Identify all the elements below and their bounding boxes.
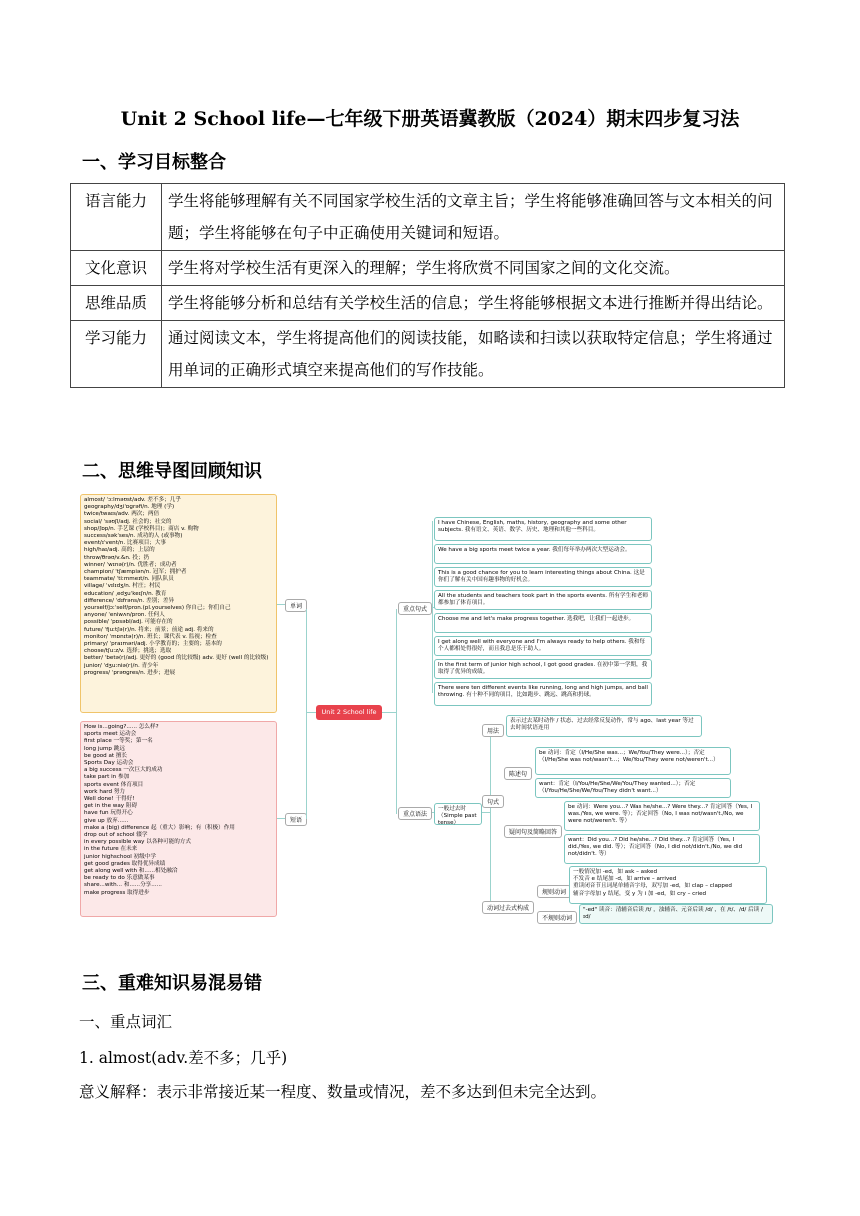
section-heading-goals: 一、学习目标整合: [82, 152, 226, 173]
grammar-question-label: 疑问句及简略回答: [504, 825, 562, 838]
sentence-box: This is a good chance for you to learn interesting things about China. 这是你们了解有关中国有趣事物的好机会。: [434, 567, 652, 587]
branch-grammar: 重点语法: [398, 807, 432, 820]
grammar-usage-label: 用法: [482, 724, 504, 737]
connector: [277, 818, 285, 819]
sentence-box: Choose me and let's make progress together. 选我吧，让我们一起进步。: [434, 613, 652, 633]
grammar-want: want：肯定（I/You/He/She/We/You/They wanted...）；否定（I/You/He/She/We/You/They didn't want...）: [535, 778, 731, 798]
grammar-form-label: 句式: [482, 795, 504, 808]
table-row: 语言能力 学生将能够理解有关不同国家学校生活的文章主旨；学生将能够准确回答与文本相关的问题；学生将能够在句子中正确使用关键词和短语。: [71, 184, 785, 251]
connector: [482, 812, 490, 813]
sentence-box: There were ten different events like running, long and high jumps, and ball throwing. 有十种不同的项目，比如跑步、跳远、跳高和扔球。: [434, 682, 652, 706]
words-box: almost/ ˈɔːlməʊst/adv. 差不多；几乎 geography/dʒiˈɒɡrəfi/n. 地理 (学) twice/twaɪs/adv. 两次；两倍 social/ ˈsəʊʃl/adj. 社会的；社交的 shop/ʃɒp/n. 手艺课 (学校科目)；商店 v. 购物 success/səkˈses/n. 成功的人 (或事物) event/ɪˈvent/n. 比赛项目；大事 high/haɪ/adj. 高的；上层的 throw/θrəʊ/v.&n. 投；扔 winner/ ˈwɪnə(r)/n. 优胜者；成功者 champion/ ˈtʃæmpiən/n. 冠军；拥护者 teammate/ ˈtiːmmeɪt/n. 同队队员 village/ ˈvɪlɪdʒ/n. 村庄；村民 education/ ˌedʒuˈkeɪʃn/n. 教育 difference/ ˈdɪfrəns/n. 差别；差异 yourself/jɔːˈself/pron.(pl.yourselves) 你自己；你们自己 anyone/ ˈeniwʌn/pron. 任何人 possible/ ˈpɒsəbl/adj. 可能存在的 future/ ˈfjuːtʃə(r)/n. 将来；前景；前途 adj. 将来的 monitor/ ˈmɒnɪtə(r)/n. 班长；课代表 v. 监视；检查 primary/ ˈpraɪməri/adj. 小学教育的；主要的；基本的 choose/tʃuːz/v. 选择；挑选；选取 better/ ˈbetə(r)/adj. 更好的 (good 的比较级) adv. 更好 (well 的比较级) junior/ ˈdʒuːniə(r)/n. 青少年 progress/ ˈprəʊɡres/n. 进步；进展: [80, 494, 277, 713]
grammar-q2: want：Did you...? Did he/she...? Did they...? 肯定回答（Yes, I did./Yes, we did. 等）；否定回答（No, I did not/didn't./No, we did not/didn't. 等）: [564, 834, 760, 864]
table-row: 学习能力 通过阅读文本，学生将提高他们的阅读技能，如略读和扫读以获取特定信息；学生将通过用单词的正确形式填空来提高他们的写作技能。: [71, 321, 785, 388]
sentence-box: We have a big sports meet twice a year. 我们每年举办两次大型运动会。: [434, 544, 652, 564]
subheading-vocab: 一、重点词汇: [79, 1013, 173, 1031]
branch-words: 单词: [285, 599, 307, 612]
grammar-tense: 一般过去时（Simple past tense）: [434, 803, 482, 825]
grammar-irregular: "-ed" 读音：清辅音后读 /t/ ，浊辅音、元音后读 /d/ ，在 /t/、/d/ 后读 /ɪd/: [579, 904, 773, 924]
branch-phrases: 短语: [285, 813, 307, 826]
goals-table: [70, 183, 785, 388]
branch-sentences: 重点句式: [398, 602, 432, 615]
connector: [277, 604, 285, 605]
table-row: 文化意识 学生将对学校生活有更深入的理解；学生将欣赏不同国家之间的文化交流。: [71, 251, 785, 286]
phrases-box: How is...going?...... 怎么样? sports meet 运动会 first place 一等奖；第一名 long jump 跳远 be good at 擅长 Sports Day 运动会 a big success 一次巨大的成功 take part in 参加 sports event 体育项目 work hard 努力 Well done! 干得好! get in the way 阻碍 have fun 玩得开心 give up 放弃...... make a (big) difference 起（重大）影响；有（积极）作用 drop out of school 辍学 in every possible way 以各种可能的方式 in the future 在未来 junior highschool 初级中学 get good grades 取得优异成绩 get along well with 和......相处融洽 be ready to do 乐意做某事 share...with... 和......分享...... make progress 取得进步: [80, 721, 277, 917]
mind-map: [80, 491, 780, 927]
vocab-desc: 意义解释：表示非常接近某一程度、数量或情况，差不多达到但未完全达到。: [79, 1083, 607, 1101]
connector: [306, 609, 307, 819]
grammar-q1: be 动词：Were you...? Was he/she...? Were they...? 肯定回答（Yes, I was./Yes, we were. 等）；否定回答（No, I was not/wasn't./No, we were not/weren't. 等）: [564, 801, 760, 831]
grammar-irregular-label: 不规则动词: [537, 911, 577, 924]
grammar-be: be 动词：肯定（I/He/She was...；We/You/They were...）；否定（I/He/She was not/wasn't...；We/You/They were not/weren't...）: [535, 747, 731, 775]
table-row: 思维品质 学生将能够分析和总结有关学校生活的信息；学生将能够根据文本进行推断并得出结论。: [71, 286, 785, 321]
connector: [306, 712, 316, 713]
grammar-stmt-label: 陈述句: [504, 767, 532, 780]
sentence-box: In the first term of junior high school, I got good grades. 在初中第一学期，我取得了优异的成绩。: [434, 659, 652, 679]
connector: [490, 728, 491, 904]
mindmap-center: Unit 2 School life: [316, 705, 382, 720]
grammar-usage: 表示过去某时动作 / 状态、过去经常反复动作，常与 ago、last year 等过去时间状语连用: [506, 715, 702, 737]
grammar-regular-label: 规则动词: [537, 885, 571, 898]
connector: [382, 712, 396, 713]
grammar-verb-label: 动词过去式构成: [482, 901, 534, 914]
vocab-item: 1. almost(adv.差不多；几乎): [79, 1049, 288, 1067]
section-heading-mindmap: 二、思维导图回顾知识: [82, 461, 262, 482]
sentence-box: I get along well with everyone and I'm always ready to help others. 我和每个人都相处得很好，而且我总是乐于助人。: [434, 636, 652, 656]
sentence-box: All the students and teachers took part in the sports events. 所有学生和老师都参加了体育项目。: [434, 590, 652, 610]
sentence-box: I have Chinese, English, maths, history, geography and some other subjects. 我有语文、英语、数学、历史、地理和其他一些科目。: [434, 517, 652, 541]
section-heading-key-points: 三、重难知识易混易错: [82, 973, 262, 994]
page-title: Unit 2 School life—七年级下册英语冀教版（2024）期末四步复习法: [120, 108, 740, 130]
grammar-regular: 一般情况加 -ed，如 ask – asked 不发音 e 结尾加 -d，如 arrive – arrived 重读闭音节且词尾单辅音字母，双写加 -ed，如 clap – clapped 辅音字母加 y 结尾，变 y 为 i 加 -ed，如 cry – cried: [569, 866, 767, 904]
connector: [396, 609, 397, 814]
